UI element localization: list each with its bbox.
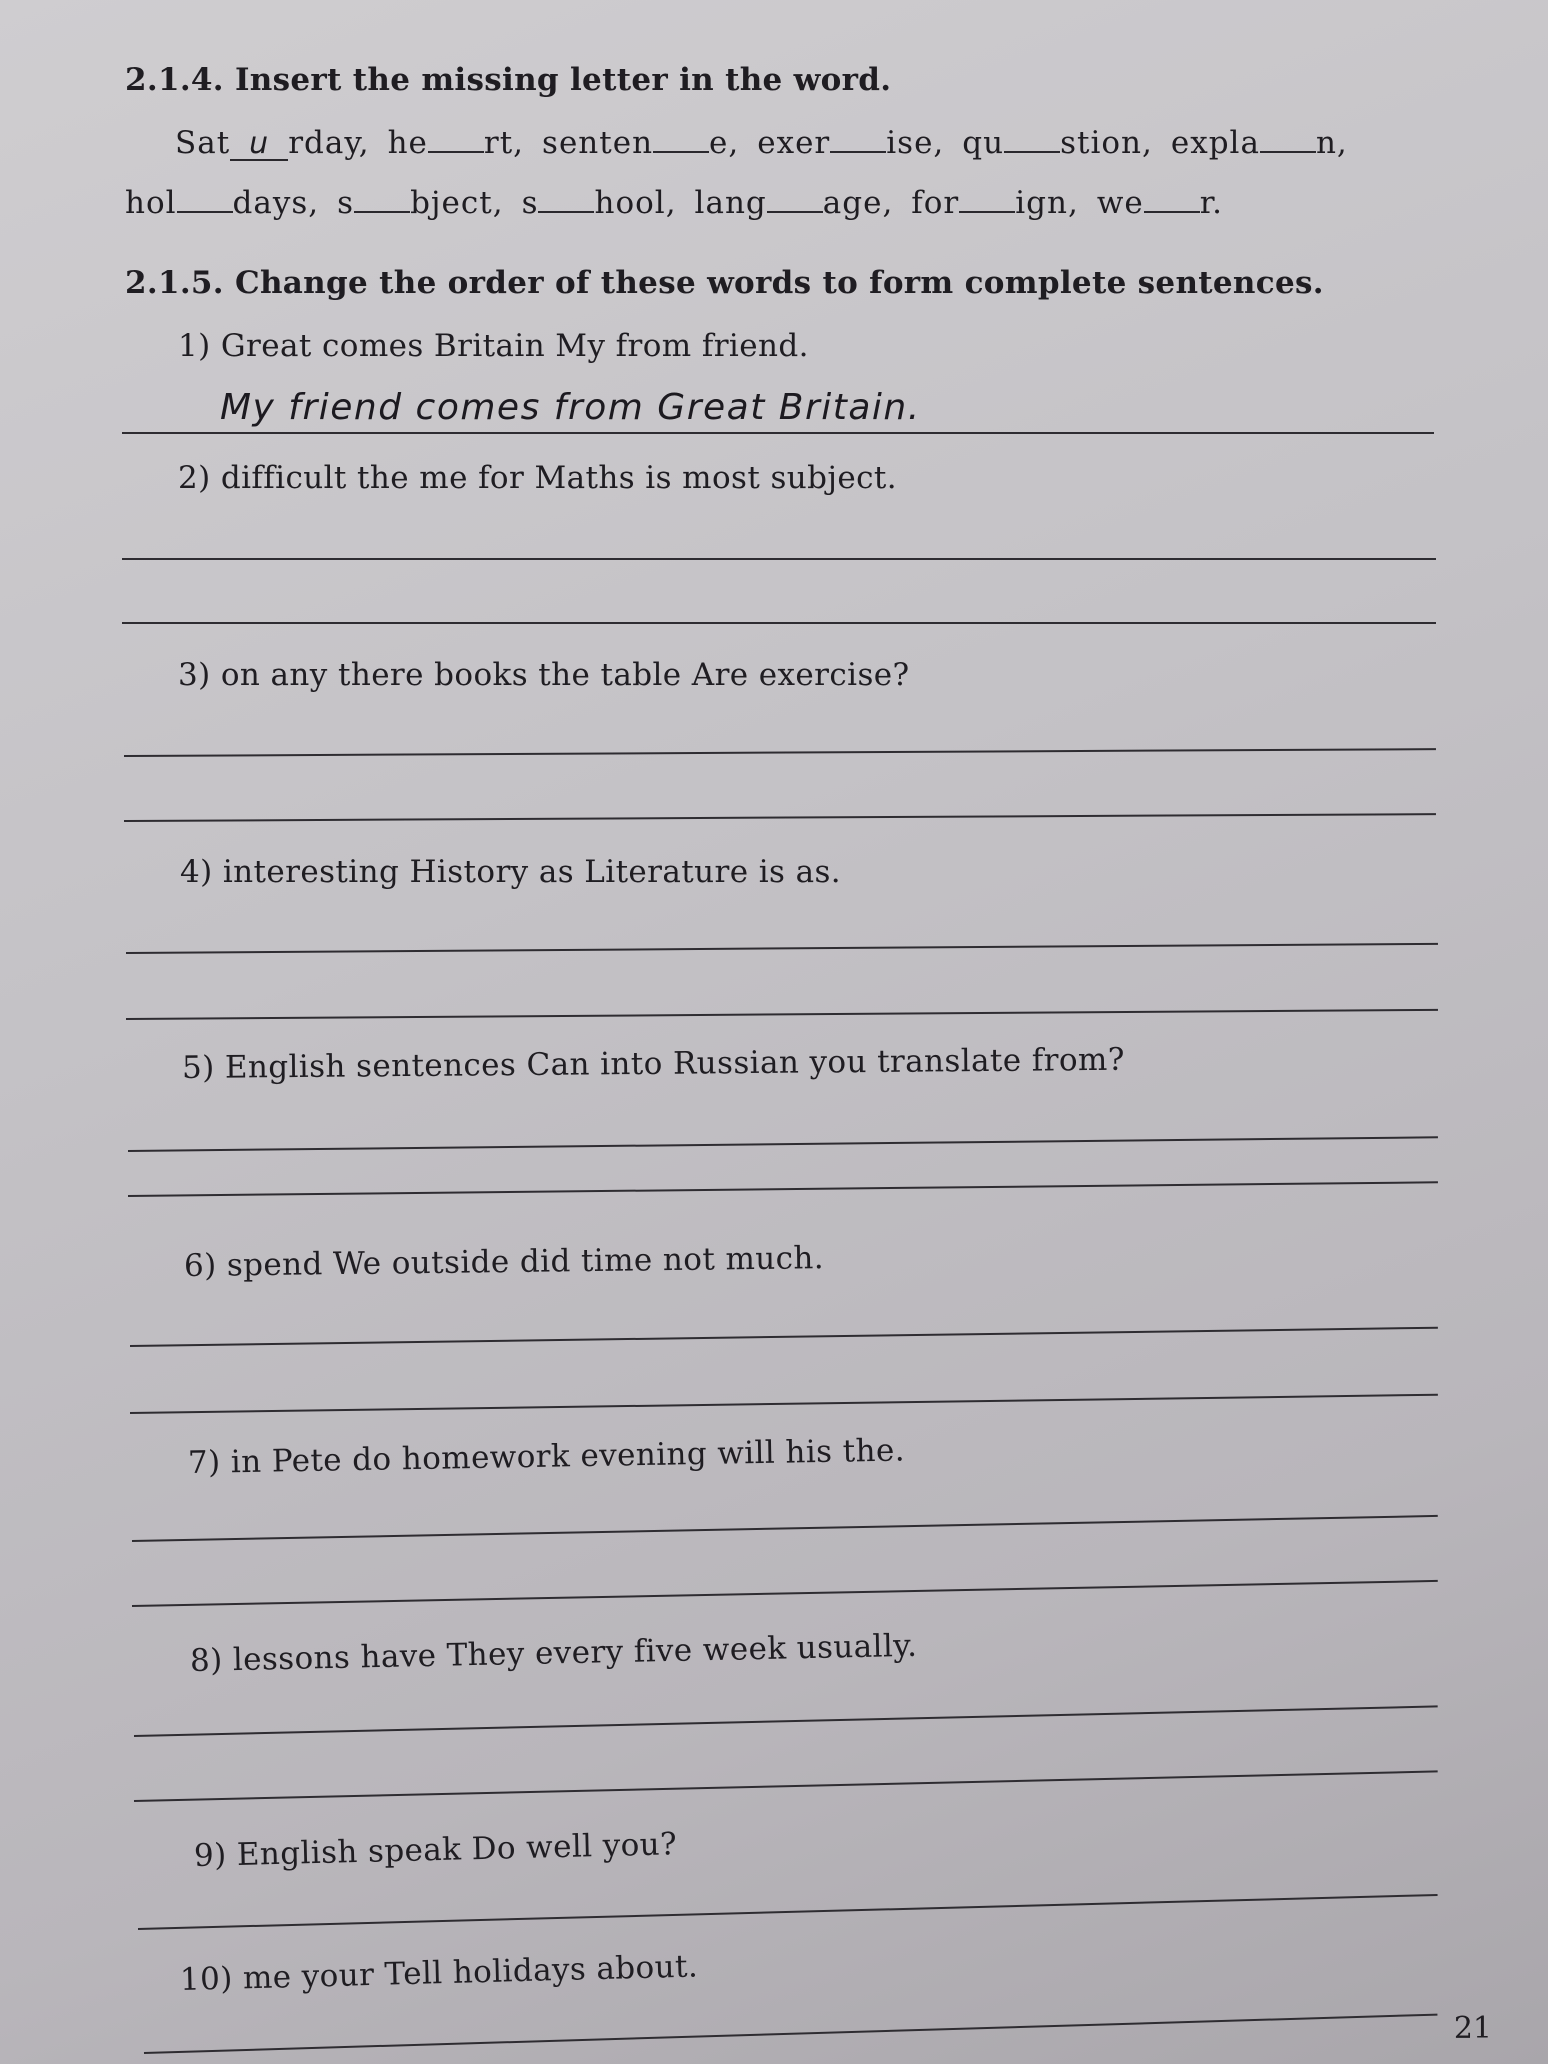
word-start: for bbox=[911, 185, 960, 221]
task-5-prompt: 5) English sentences Can into Russian you translate from? bbox=[181, 1041, 1125, 1086]
task-4-prompt: 4) interesting History as Literature is as. bbox=[180, 854, 842, 890]
exercise-number: 2.1.4. bbox=[125, 62, 224, 98]
letter-blank[interactable] bbox=[354, 185, 410, 213]
missing-letter-word bbox=[125, 185, 319, 221]
answer-line bbox=[130, 1394, 1438, 1414]
task-1-handwritten-answer: My friend comes from Great Britain. bbox=[220, 387, 921, 428]
answer-line bbox=[132, 1580, 1438, 1607]
letter-blank[interactable] bbox=[538, 185, 594, 213]
letter-blank[interactable] bbox=[428, 125, 484, 153]
missing-letter-word bbox=[542, 125, 739, 161]
task-7-prompt: 7) in Pete do homework evening will his the. bbox=[187, 1432, 906, 1481]
letter-blank[interactable] bbox=[653, 125, 709, 153]
word-start: exer bbox=[757, 125, 831, 161]
task-1-prompt: 1) Great comes Britain My from friend. bbox=[178, 328, 809, 364]
letter-blank[interactable] bbox=[1260, 125, 1316, 153]
word-end: r. bbox=[1199, 185, 1224, 221]
missing-letter-word bbox=[695, 185, 894, 221]
answer-line bbox=[144, 2014, 1437, 2054]
exercise-2-1-5-title bbox=[125, 265, 1324, 301]
answer-line bbox=[130, 1327, 1438, 1347]
word-start: senten bbox=[542, 125, 654, 161]
missing-letter-word bbox=[757, 125, 944, 161]
word-end: age, bbox=[822, 185, 894, 221]
answer-line bbox=[124, 813, 1436, 822]
word-end: hool, bbox=[594, 185, 677, 221]
word-end: n, bbox=[1315, 125, 1348, 161]
answer-line bbox=[126, 943, 1438, 954]
exercise-instruction: Insert the missing letter in the word. bbox=[234, 62, 892, 98]
word-start: he bbox=[387, 125, 428, 161]
missing-letter-word bbox=[962, 125, 1153, 161]
letter-blank[interactable] bbox=[1004, 125, 1060, 153]
word-start: hol bbox=[125, 185, 177, 221]
answer-line bbox=[126, 1009, 1438, 1020]
answer-line bbox=[122, 622, 1436, 624]
exercise-2-1-4-title bbox=[125, 62, 891, 98]
missing-letter-word bbox=[337, 185, 503, 221]
exercise-instruction: Change the order of these words to form complete sentences. bbox=[234, 265, 1324, 301]
word-end: rt, bbox=[483, 125, 525, 161]
page-number: 21 bbox=[1453, 2011, 1492, 2046]
task-9-prompt: 9) English speak Do well you? bbox=[193, 1826, 678, 1874]
word-end: ise, bbox=[886, 125, 945, 161]
missing-letter-word bbox=[522, 185, 677, 221]
letter-blank[interactable]: u bbox=[230, 133, 288, 161]
missing-letter-word bbox=[1171, 125, 1348, 161]
missing-letter-words-line-1 bbox=[175, 125, 1366, 161]
answer-line bbox=[128, 1136, 1438, 1152]
answer-line bbox=[128, 1181, 1438, 1197]
letter-blank[interactable] bbox=[830, 125, 886, 153]
word-start: expla bbox=[1170, 125, 1260, 161]
word-end: e, bbox=[709, 125, 740, 161]
missing-letter-word bbox=[388, 125, 524, 161]
task-8-prompt: 8) lessons have They every five week usually. bbox=[189, 1627, 918, 1679]
word-end: ign, bbox=[1015, 185, 1079, 221]
word-start: qu bbox=[962, 125, 1005, 161]
task-3-prompt: 3) on any there books the table Are exercise? bbox=[178, 657, 910, 693]
word-start: s bbox=[337, 185, 355, 221]
answer-line bbox=[134, 1770, 1438, 1802]
letter-blank[interactable] bbox=[177, 185, 233, 213]
word-start: lang bbox=[694, 185, 767, 221]
word-start: we bbox=[1096, 185, 1144, 221]
word-start: s bbox=[521, 185, 539, 221]
missing-letter-word bbox=[1097, 185, 1223, 221]
answer-line bbox=[132, 1515, 1438, 1542]
word-end: days, bbox=[232, 185, 320, 221]
answer-line bbox=[134, 1705, 1438, 1737]
letter-blank[interactable] bbox=[1144, 185, 1200, 213]
task-6-prompt: 6) spend We outside did time not much. bbox=[183, 1240, 825, 1284]
missing-letter-words-line-2 bbox=[125, 185, 1241, 221]
answer-line bbox=[124, 748, 1436, 757]
word-end: rday, bbox=[288, 125, 370, 161]
task-2-prompt: 2) difficult the me for Maths is most subject. bbox=[178, 460, 897, 496]
word-end: stion, bbox=[1060, 125, 1153, 161]
missing-letter-word bbox=[175, 125, 370, 161]
answer-line bbox=[122, 432, 1434, 434]
missing-letter-word bbox=[911, 185, 1079, 221]
exercise-number: 2.1.5. bbox=[125, 265, 224, 301]
answer-line bbox=[122, 558, 1436, 560]
answer-line bbox=[138, 1894, 1438, 1930]
word-end: bject, bbox=[410, 185, 504, 221]
letter-blank[interactable] bbox=[959, 185, 1015, 213]
letter-blank[interactable] bbox=[767, 185, 823, 213]
task-10-prompt: 10) me your Tell holidays about. bbox=[179, 1948, 699, 1998]
word-start: Sat bbox=[175, 125, 231, 161]
